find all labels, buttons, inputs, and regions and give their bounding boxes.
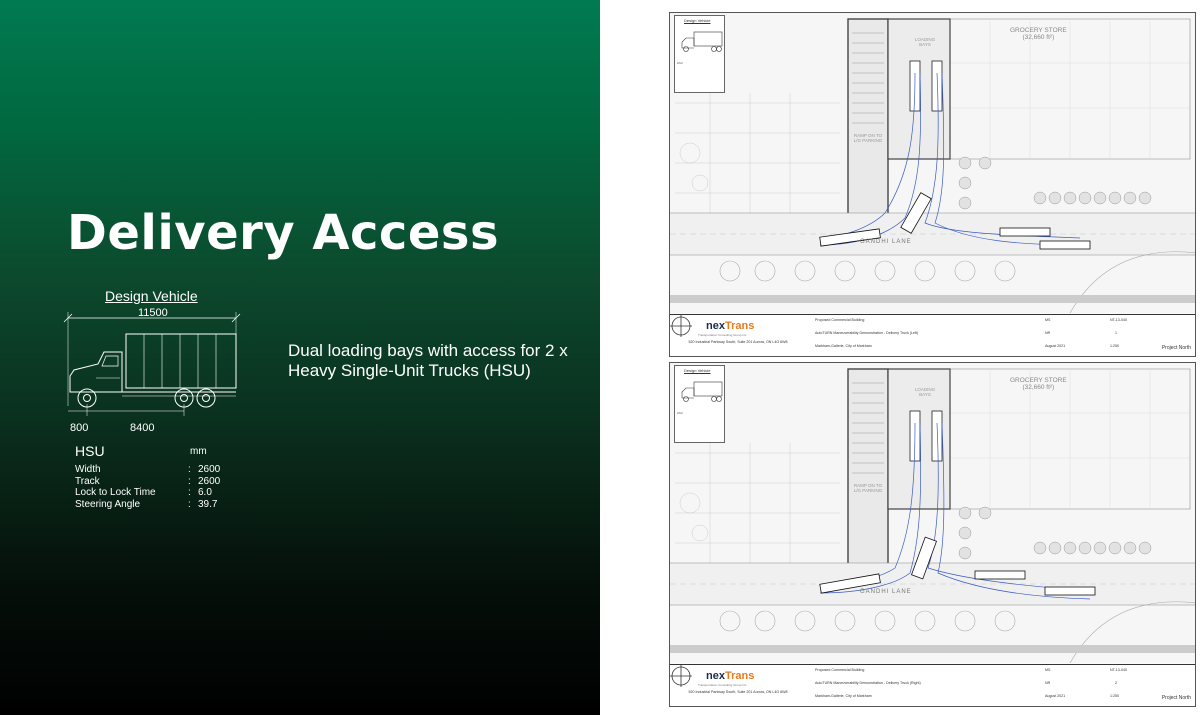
spec-row: Lock to Lock Time : 6.0 bbox=[75, 487, 212, 498]
north-arrow-icon bbox=[670, 315, 692, 337]
title-block: nexTrans Transportation Consulting Group Inc. 520 Industrial Parkway South, Suite 201 Aurora, ON L4G 6W8 Proposed Commercial Building AutoTURN Maneuverability Demonstration - Delivery Truck (Right) Markham-Gallerie, City of Markham MS NR August 2021 NT-13-040 2 1:250 Project North bbox=[670, 664, 1195, 706]
spec-row: Track : 2600 bbox=[75, 475, 221, 487]
design-vehicle-inset: Design Vehicle HSU bbox=[674, 365, 725, 443]
description-text: Dual loading bays with access for 2 x Heavy Single-Unit Trucks (HSU) bbox=[288, 341, 568, 380]
loading-bays-label: LOADING BAYS bbox=[914, 37, 936, 47]
site-plan-left bbox=[669, 12, 1196, 357]
overall-length-dim: 11500 bbox=[138, 307, 168, 319]
design-vehicle-inset: Design Vehicle HSU bbox=[674, 15, 725, 93]
grocery-label: GROCERY STORE (32,660 ft²) bbox=[1010, 27, 1067, 41]
loading-bays-label: LOADING BAYS bbox=[914, 387, 936, 397]
units-label: mm bbox=[190, 446, 207, 457]
north-label: Project North bbox=[1161, 345, 1191, 351]
truck-elevation-drawing bbox=[60, 306, 245, 426]
grocery-label: GROCERY STORE (32,660 ft²) bbox=[1010, 377, 1067, 391]
wheelbase-dim: 8400 bbox=[130, 422, 155, 434]
truck-icon bbox=[676, 376, 725, 406]
spec-row: Width : 2600 bbox=[75, 464, 221, 475]
north-arrow-icon bbox=[670, 665, 692, 687]
page-title: Delivery Access bbox=[67, 205, 500, 261]
lane-label: GANDHI LANE bbox=[860, 239, 912, 245]
vehicle-specs bbox=[75, 464, 220, 510]
title-block: nexTrans Transportation Consulting Group Inc. 520 Industrial Parkway South, Suite 201 Aurora, ON L4G 6W8 Proposed Commercial Building AutoTURN Maneuverability Demonstration - Delivery Truck (Left) Markham-Gallerie, City of Markham MS NR August 2021 NT-13-040 1 1:250 Project North bbox=[670, 314, 1195, 356]
site-plan-right bbox=[669, 362, 1196, 707]
company-logo: nexTrans bbox=[706, 320, 755, 332]
vehicle-code: HSU bbox=[75, 443, 105, 459]
front-overhang-dim: 800 bbox=[70, 422, 89, 434]
ramp-label: RAMP ON TO L/G PARKING bbox=[853, 483, 883, 493]
design-vehicle-title: Design Vehicle bbox=[105, 288, 198, 304]
ramp-label: RAMP ON TO L/G PARKING bbox=[853, 133, 883, 143]
site-plan-drawing bbox=[670, 13, 1196, 313]
company-logo: nexTrans bbox=[706, 670, 755, 682]
north-label: Project North bbox=[1161, 695, 1191, 701]
spec-row: Steering Angle : 39.7 bbox=[75, 498, 218, 510]
lane-label: GANDHI LANE bbox=[860, 589, 912, 595]
truck-icon bbox=[676, 26, 725, 56]
site-plan-drawing bbox=[670, 363, 1196, 663]
